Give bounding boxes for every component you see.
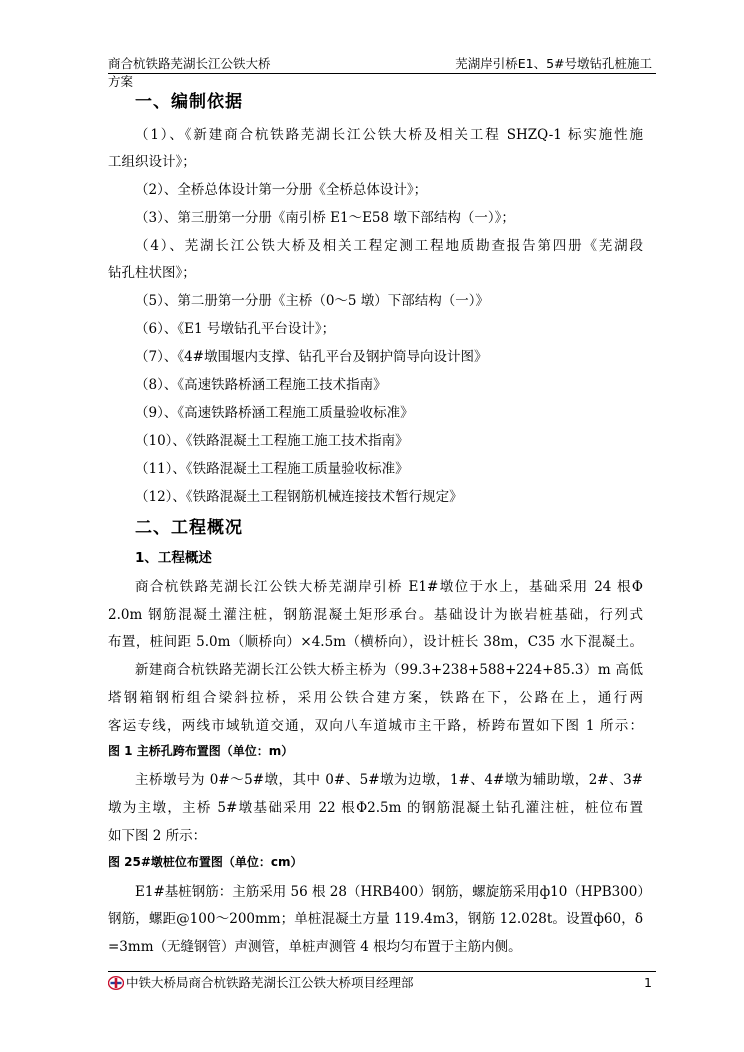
ref-item-10: （10）、《铁路混凝土工程施工施工技术指南》 <box>135 433 409 449</box>
header-divider <box>108 73 656 74</box>
ref-item-7: （7）、《4#墩围堰内支撑、钻孔平台及钢护筒导向设计图》 <box>135 349 488 365</box>
ref-item-1-line-2: 工组织设计》； <box>108 154 196 170</box>
para-1-line-1: 商合杭铁路芜湖长江公铁大桥芜湖岸引桥 E1#墩位于水上，基础采用 24 根Φ <box>135 579 643 595</box>
ref-item-3: （3）、第三册第一分册《南引桥 E1～E58 墩下部结构（一）》； <box>135 210 515 226</box>
header-left: 商合杭铁路芜湖长江公铁大桥 <box>108 56 271 71</box>
header-continuation: 方案 <box>108 74 134 89</box>
para-3-line-1: 主桥墩号为 0#～5#墩，其中 0#、5#墩为边墩，1#、4#墩为辅助墩，2#、3# <box>135 772 643 788</box>
figure-1-caption: 图 1 主桥孔跨布置图（单位：m） <box>108 744 294 758</box>
ref-item-11: （11）、《铁路混凝土工程施工质量验收标准》 <box>135 461 409 477</box>
ref-item-12: （12）、《铁路混凝土工程钢筋机械连接技术暂行规定》 <box>135 489 463 505</box>
para-4-line-3: =3mm（无缝钢管）声测管，单桩声测管 4 根均匀布置于主筋内侧。 <box>108 939 522 955</box>
ref-item-6: （6）、《E1 号墩钻孔平台设计》； <box>135 321 336 337</box>
footer-text: 中铁大桥局商合杭铁路芜湖长江公铁大桥项目经理部 <box>126 975 414 990</box>
para-1-line-2: 2.0m 钢筋混凝土灌注桩，钢筋混凝土矩形承台。基础设计为嵌岩桩基础，行列式 <box>108 607 643 623</box>
ref-item-8: （8）、《高速铁路桥涵工程施工技术指南》 <box>135 377 387 393</box>
ref-item-1-line-1: （1）、《新建商合杭铁路芜湖长江公铁大桥及相关工程 SHZQ-1 标实施性施 <box>135 127 643 143</box>
subsection-1-title: 1、工程概述 <box>135 550 212 566</box>
page-number: 1 <box>644 975 652 990</box>
para-1-line-3: 布置，桩间距 5.0m（顺桥向）×4.5m（横桥向），设计桩长 38m，C35 水下混凝土。 <box>108 634 643 650</box>
para-3-line-2: 墩为主墩，主桥 5#墩基础采用 22 根Φ2.5m 的钢筋混凝土钻孔灌注桩，桩位布置 <box>108 800 643 816</box>
ref-item-4-line-1: （4）、芜湖长江公铁大桥及相关工程定测工程地质勘查报告第四册《芜湖段 <box>135 238 643 254</box>
para-4-line-2: 钢筋，螺距@100～200mm；单桩混凝土方量 119.4m3，钢筋 12.028t。设置ф60，δ <box>108 911 643 927</box>
section-1-title: 一、编制依据 <box>135 92 243 112</box>
ref-item-2: （2）、全桥总体设计第一分册《全桥总体设计》； <box>135 182 428 198</box>
para-4-line-1: E1#基桩钢筋：主筋采用 56 根 28（HRB400）钢筋，螺旋筋采用ф10（HPB300） <box>135 884 651 900</box>
crcc-logo-icon <box>108 976 124 990</box>
para-2-line-2: 塔钢箱钢桁组合梁斜拉桥，采用公铁合建方案，铁路在下，公路在上，通行两 <box>108 690 643 706</box>
ref-item-5: （5）、第二册第一分册《主桥（0～5 墩）下部结构（一）》 <box>135 293 490 309</box>
para-2-line-1: 新建商合杭铁路芜湖长江公铁大桥主桥为（99.3+238+588+224+85.3）m 高低 <box>135 662 643 678</box>
header-right: 芜湖岸引桥E1、5#号墩钻孔桩施工 <box>455 56 652 71</box>
section-2-title: 二、工程概况 <box>135 518 243 538</box>
para-3-line-3: 如下图 2 所示： <box>108 828 207 844</box>
figure-2-caption: 图 25#墩桩位布置图（单位：cm） <box>108 855 303 869</box>
para-2-line-3: 客运专线，两线市域轨道交通，双向八车道城市主干路，桥跨布置如下图 1 所示： <box>108 718 643 734</box>
ref-item-4-line-2: 钻孔柱状图》； <box>108 265 196 281</box>
footer-divider <box>108 971 656 972</box>
ref-item-9: （9）、《高速铁路桥涵工程施工质量验收标准》 <box>135 405 414 421</box>
